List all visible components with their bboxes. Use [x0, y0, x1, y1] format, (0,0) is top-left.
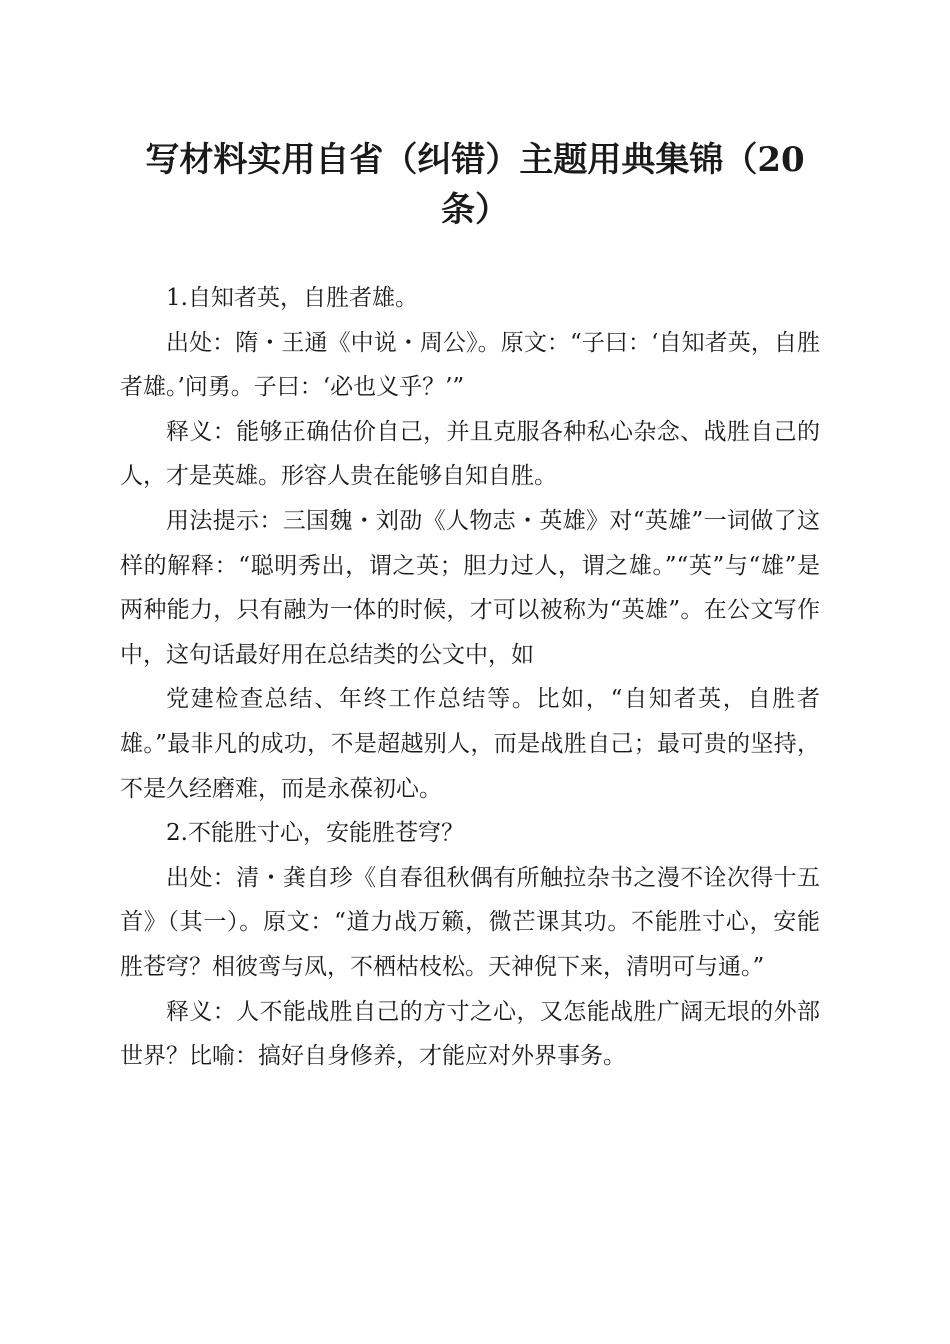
meaning-paragraph-1: 释义：能够正确估价自己，并且克服各种私心杂念、战胜自己的人，才是英雄。形容人贵在能够自知自胜。: [120, 418, 820, 490]
document-title: 写材料实用自省（纠错）主题用典集锦（20条）: [145, 140, 805, 230]
heading-item-2: 2.不能胜寸心，安能胜苍穹？: [166, 820, 464, 847]
meaning-paragraph-2: 释义：人不能战胜自己的方寸之心，又怎能战胜广阔无垠的外部世界？比喻：搞好自身修养，才能应对外界事务。: [120, 998, 820, 1070]
document-body: [120, 276, 820, 1079]
usage-paragraph-1: 用法提示：三国魏・刘劭《人物志・英雄》对“英雄”一词做了这样的解释：“聪明秀出，谓之英；胆力过人，谓之雄。”“英”与“雄”是两种能力，只有融为一体的时候，才可以被称为“英雄”。在公文写作中，这句话最好用在总结类的公文中，如: [120, 507, 820, 668]
source-paragraph-1: 出处：隋・王通《中说・周公》。原文：“子曰：‘自知者英，自胜者雄。’问勇。子曰：‘必也义乎？’”: [120, 329, 820, 401]
example-paragraph-1: 党建检查总结、年终工作总结等。比如，“自知者英，自胜者雄。”最非凡的成功，不是超越别人，而是战胜自己；最可贵的坚持，不是久经磨难，而是永葆初心。: [120, 686, 820, 802]
heading-item-1: 1.自知者英，自胜者雄。: [166, 285, 418, 311]
source-paragraph-2: 出处：清・龚自珍《自春徂秋偶有所触拉杂书之漫不诠次得十五首》（其一）。原文：“道力战万籁，微芒课其功。不能胜寸心，安能胜苍穹？相彼鸾与凤，不栖枯枝松。天神倪下来，清明可与通。”: [120, 864, 820, 980]
